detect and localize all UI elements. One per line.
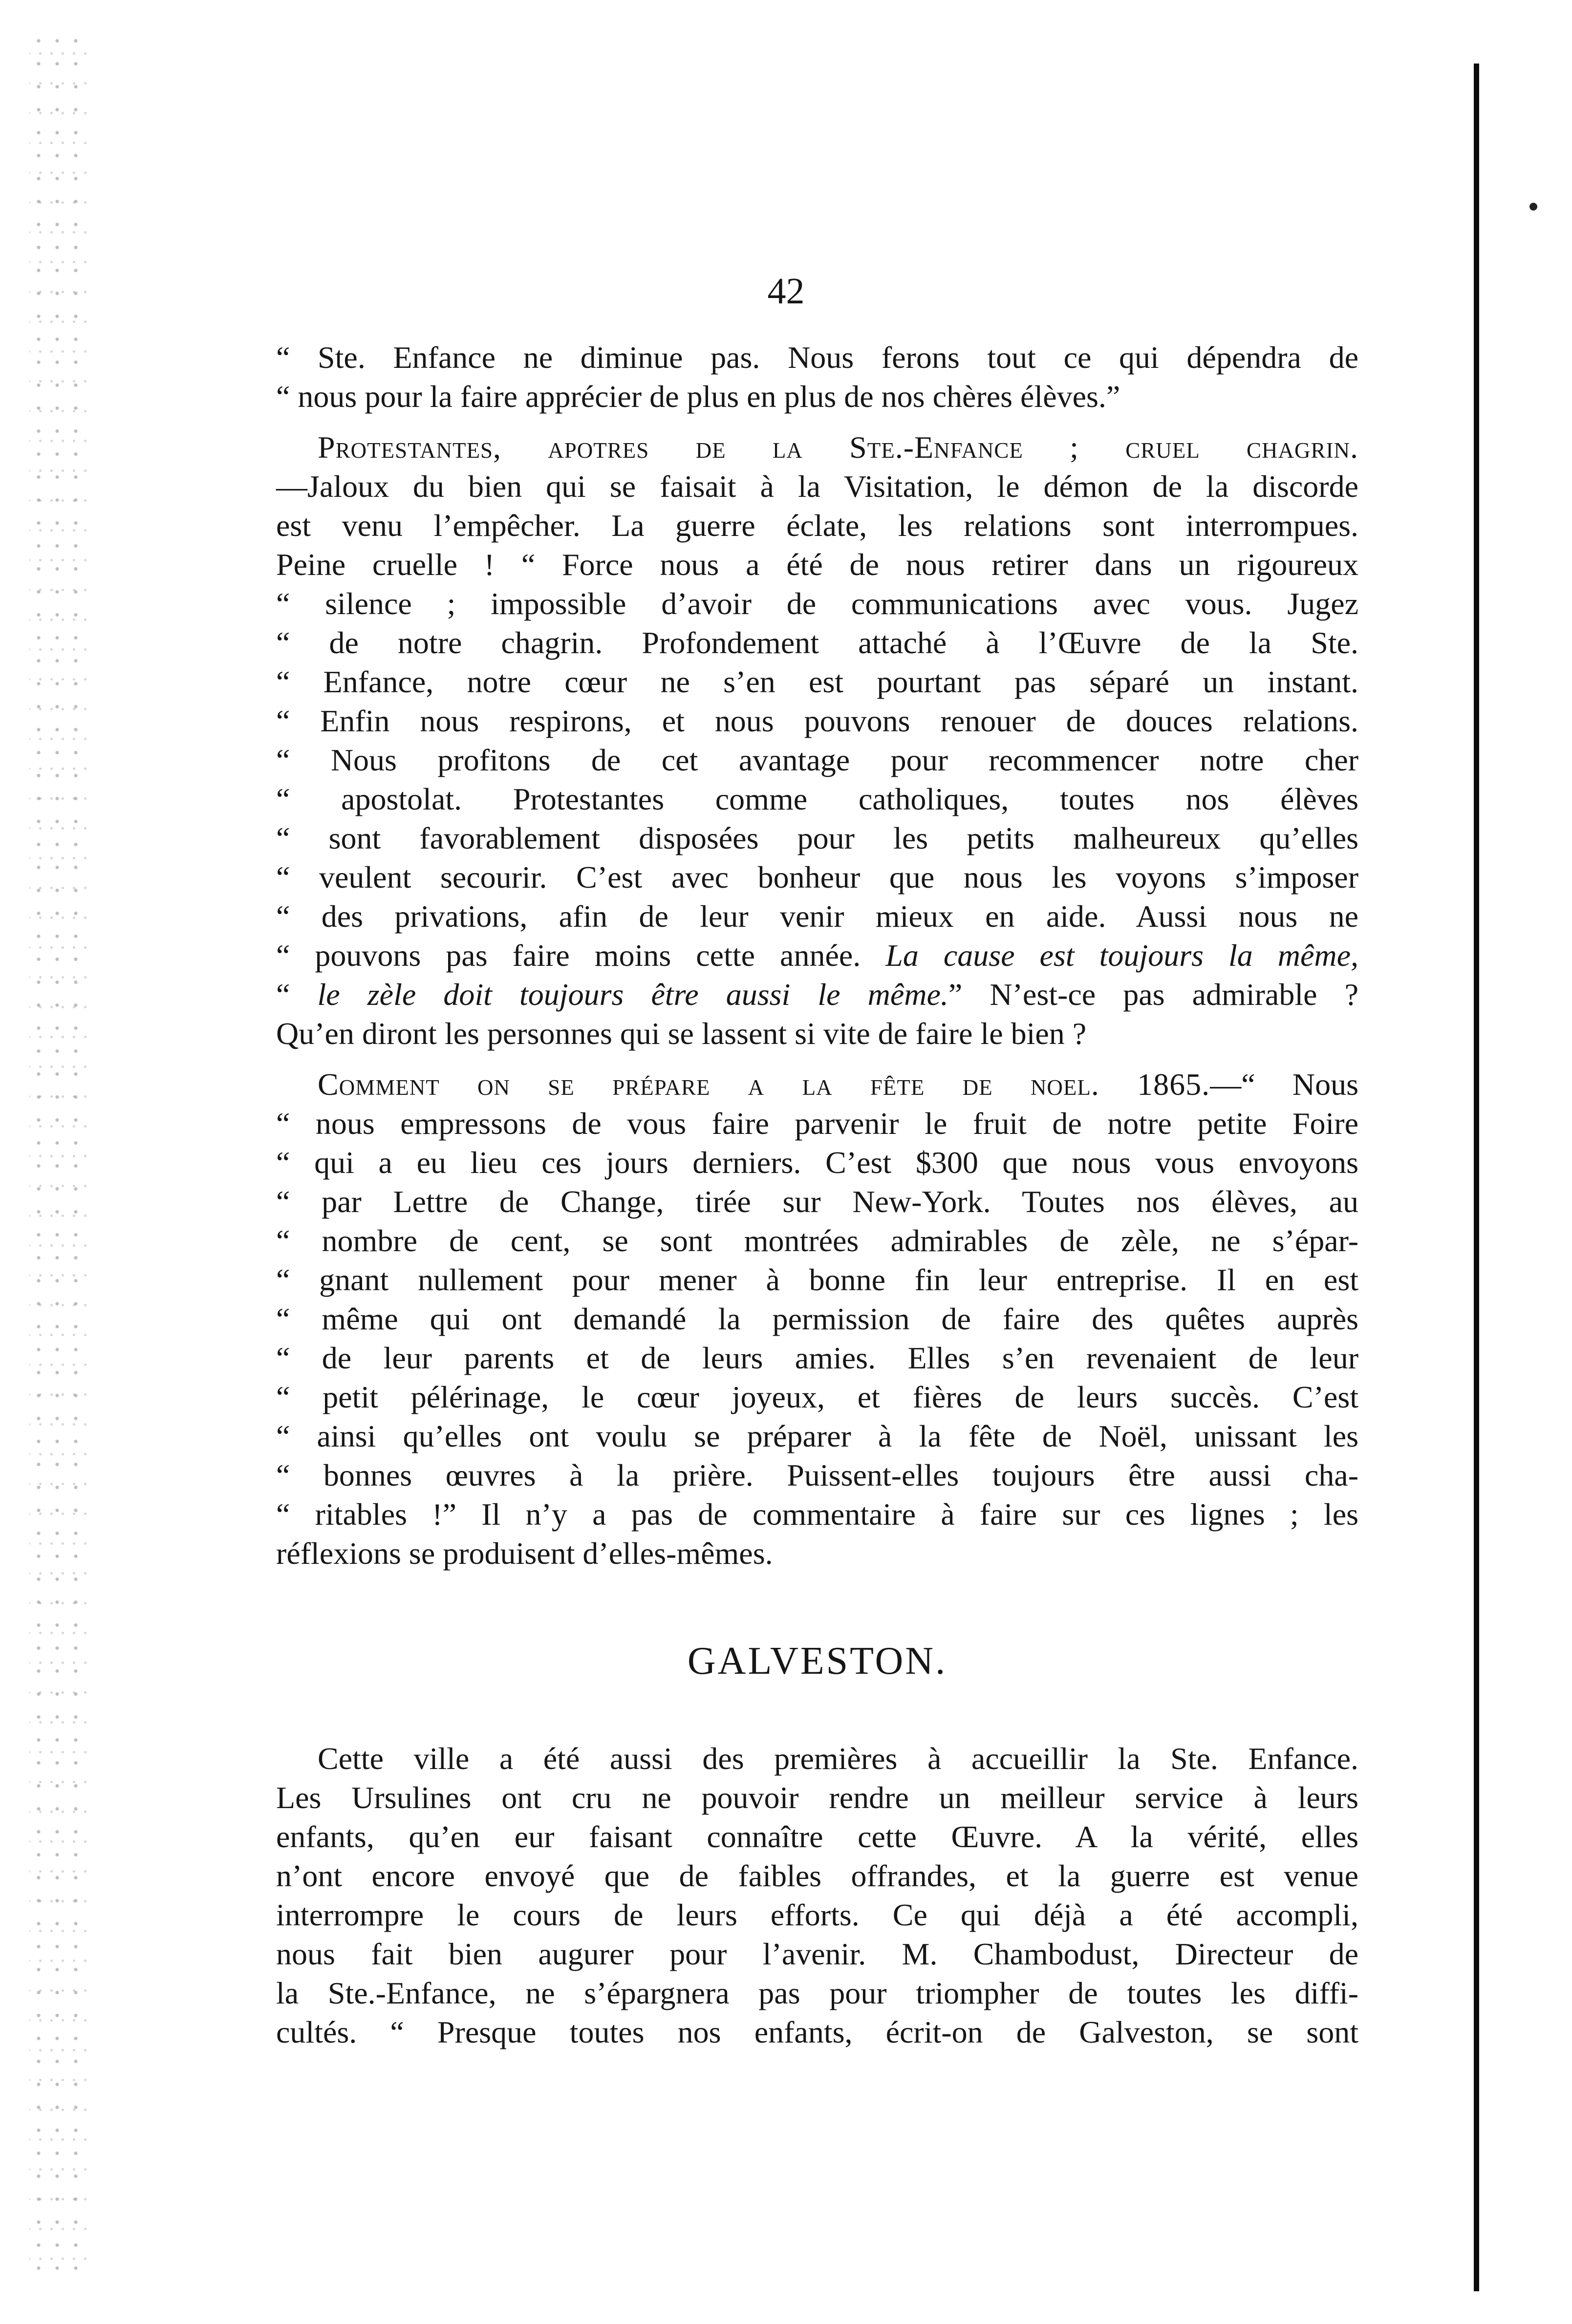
text-line: “ par Lettre de Change, tirée sur New-York. Toutes nos élèves, au <box>276 1184 1358 1219</box>
paragraph-heading-line <box>276 1065 1358 1104</box>
paragraph-protestantes <box>276 428 1358 1053</box>
italic-run: La cause est toujours la même, <box>885 938 1359 973</box>
text-line: “ sont favorablement disposées pour les petits malheureux qu’elles <box>276 821 1358 855</box>
paragraph-heading-line <box>276 428 1358 467</box>
text-run: “ pouvons pas faire moins cette année. <box>276 938 886 973</box>
text-line: la Ste.-Enfance, ne s’épargnera pas pour triompher de toutes les diffi- <box>276 1976 1358 2010</box>
text-line: “ nous empressons de vous faire parvenir le fruit de notre petite Foire <box>276 1106 1358 1141</box>
text-line: interrompre le cours de leurs efforts. Ce qui déjà a été accompli, <box>276 1898 1358 1932</box>
text-line: “ des privations, afin de leur venir mieux en aide. Aussi nous ne <box>276 899 1358 934</box>
ink-speck <box>1529 203 1537 211</box>
text-line: “ de notre chagrin. Profondement attaché à l’Œuvre de la Ste. <box>276 625 1358 660</box>
text-line: n’ont encore envoyé que de faibles offrandes, et la guerre est venue <box>276 1858 1358 1893</box>
text-line: “ nous pour la faire apprécier de plus en plus de nos chères élèves.” <box>276 379 1120 414</box>
section-heading: GALVESTON. <box>687 1640 948 1683</box>
text-line: “ nombre de cent, se sont montrées admirables de zèle, ne s’épar- <box>276 1223 1358 1258</box>
text-line: Peine cruelle ! “ Force nous a été de nous retirer dans un rigoureux <box>276 547 1358 582</box>
page-number: 42 <box>767 271 805 312</box>
text-line: “ apostolat. Protestantes comme catholiques, toutes nos élèves <box>276 782 1358 816</box>
text-line: “ ainsi qu’elles ont voulu se préparer à la fête de Noël, unissant les <box>276 1419 1358 1453</box>
text-line: “ Enfin nous respirons, et nous pouvons renouer de douces relations. <box>276 704 1358 738</box>
text-run: —“ Nous <box>1210 1067 1359 1102</box>
text-line-italic <box>276 975 1358 1014</box>
run-in-heading: Comment on se prépare a la fête de noel. 1865. <box>318 1067 1210 1102</box>
text-line: “ ritables !” Il n’y a pas de commentaire à faire sur ces lignes ; les <box>276 1497 1358 1532</box>
page-edge-rule <box>1474 64 1479 2291</box>
text-line: “ gnant nullement pour mener à bonne fin leur entreprise. Il en est <box>276 1262 1358 1297</box>
page-text <box>276 338 1358 2052</box>
text-line: “ silence ; impossible d’avoir de communications avec vous. Jugez <box>276 586 1358 621</box>
paragraph-galveston <box>276 1739 1358 2052</box>
paragraph-continuation <box>276 338 1358 416</box>
text-line: nous fait bien augurer pour l’avenir. M. Chambodust, Directeur de <box>276 1937 1358 1971</box>
text-line: réflexions se produisent d’elles-mêmes. <box>276 1536 773 1571</box>
text-line: Qu’en diront les personnes qui se lassent si vite de faire le bien ? <box>276 1016 1087 1051</box>
run-in-heading: Protestantes, apotres de la Ste.-Enfance ; cruel chagrin. <box>318 430 1358 465</box>
text-line: “ bonnes œuvres à la prière. Puissent-elles toujours être aussi cha- <box>276 1458 1358 1492</box>
text-line: cultés. “ Presque toutes nos enfants, écrit-on de Galveston, se sont <box>276 2015 1358 2049</box>
paragraph-fete-de-noel <box>276 1065 1358 1573</box>
text-run: ” N’est-ce pas admirable ? <box>948 977 1359 1012</box>
text-line: “ petit pélérinage, le cœur joyeux, et fières de leurs succès. C’est <box>276 1380 1358 1414</box>
text-line: Les Ursulines ont cru ne pouvoir rendre un meilleur service à leurs <box>276 1780 1358 1815</box>
text-line: “ qui a eu lieu ces jours derniers. C’est $300 que nous vous envoyons <box>276 1145 1358 1180</box>
italic-run: le zèle doit toujours être aussi le même. <box>317 977 948 1012</box>
text-line: “ même qui ont demandé la permission de faire des quêtes auprès <box>276 1301 1358 1336</box>
text-line: “ Enfance, notre cœur ne s’en est pourtant pas séparé un instant. <box>276 664 1358 699</box>
text-line: est venu l’empêcher. La guerre éclate, les relations sont interrompues. <box>276 508 1358 543</box>
text-line: “ Nous profitons de cet avantage pour recommencer notre cher <box>276 743 1358 777</box>
text-line: “ veulent secourir. C’est avec bonheur que nous les voyons s’imposer <box>276 860 1358 895</box>
text-line: —Jaloux du bien qui se faisait à la Visitation, le démon de la discorde <box>276 469 1358 504</box>
text-line: enfants, qu’en eur faisant connaître cette Œuvre. A la vérité, elles <box>276 1819 1358 1854</box>
text-line: “ de leur parents et de leurs amies. Elles s’en revenaient de leur <box>276 1341 1358 1375</box>
text-line: Cette ville a été aussi des premières à accueillir la Ste. Enfance. <box>318 1741 1358 1776</box>
text-run: “ <box>276 977 318 1012</box>
text-line-italic <box>276 936 1358 975</box>
text-line: “ Ste. Enfance ne diminue pas. Nous ferons tout ce qui dépendra de <box>276 340 1358 375</box>
scan-margin-specks <box>29 29 88 2286</box>
